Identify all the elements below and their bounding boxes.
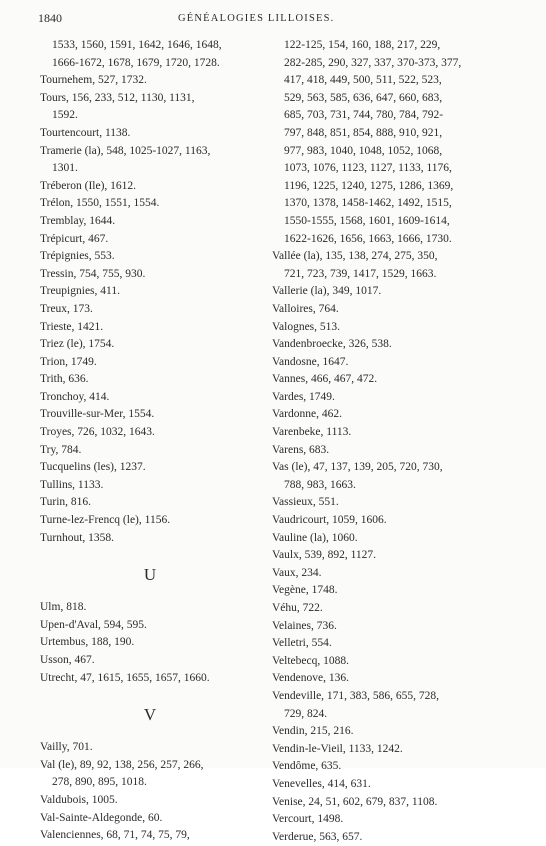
index-entry: Vendôme, 635. bbox=[272, 760, 342, 773]
index-entry: Tourtencourt, 1138. bbox=[40, 126, 131, 139]
index-entry: Tucquelins (les), 1237. bbox=[40, 461, 146, 474]
index-entry: Vandenbroecke, 326, 538. bbox=[272, 338, 392, 351]
index-entry: Véhu, 722. bbox=[272, 602, 323, 614]
index-entry-continuation: 721, 723, 739, 1417, 1529, 1663. bbox=[284, 267, 437, 280]
index-entry: Valenciennes, 68, 71, 74, 75, 79, bbox=[40, 829, 190, 842]
index-entry: Verderue, 563, 657. bbox=[272, 830, 363, 843]
index-column-right bbox=[272, 37, 534, 846]
index-entry: Val-Sainte-Aldegonde, 60. bbox=[40, 811, 163, 824]
index-entry: Vaux, 234. bbox=[272, 566, 322, 579]
index-entry-continuation: 685, 703, 731, 744, 780, 784, 792- bbox=[284, 109, 444, 122]
index-entry: Vegène, 1748. bbox=[272, 584, 338, 597]
index-entry: Velaines, 736. bbox=[272, 619, 337, 632]
index-entry: Varens, 683. bbox=[272, 443, 330, 456]
index-entry: Veltebecq, 1088. bbox=[272, 654, 349, 667]
index-entry-continuation: 1196, 1225, 1240, 1275, 1286, 1369, bbox=[284, 179, 454, 192]
index-entry-continuation: 417, 418, 449, 500, 511, 522, 523, bbox=[284, 74, 442, 87]
index-entry: Tressin, 754, 755, 930. bbox=[40, 267, 146, 280]
index-entry-continuation: 278, 890, 895, 1018. bbox=[52, 776, 147, 789]
index-entry: Vaulx, 539, 892, 1127. bbox=[272, 549, 377, 562]
index-entry: Trélon, 1550, 1551, 1554. bbox=[40, 197, 160, 210]
index-entry-continuation: 1073, 1076, 1123, 1127, 1133, 1176, bbox=[284, 162, 452, 175]
index-entry: Val (le), 89, 92, 138, 256, 257, 266, bbox=[40, 758, 204, 771]
index-entry: Vauline (la), 1060. bbox=[272, 531, 358, 544]
index-entry-continuation: 788, 983, 1663. bbox=[284, 478, 356, 491]
index-entry: Vallée (la), 135, 138, 274, 275, 350, bbox=[272, 250, 438, 263]
index-entry: Vannes, 466, 467, 472. bbox=[272, 373, 378, 386]
index-entry: Vercourt, 1498. bbox=[272, 813, 344, 826]
index-entry: Vendin-le-Vieil, 1133, 1242. bbox=[272, 742, 403, 755]
index-entry: Vendenove, 136. bbox=[272, 672, 349, 685]
index-entry: Turin, 816. bbox=[40, 496, 92, 509]
index-entry-continuation: 1666-1672, 1678, 1679, 1720, 1728. bbox=[52, 56, 220, 69]
index-entry: Trépicurt, 467. bbox=[40, 232, 109, 245]
index-entry: Vardonne, 462. bbox=[272, 408, 342, 421]
index-entry: Try, 784. bbox=[40, 443, 82, 456]
index-entry-continuation: 797, 848, 851, 854, 888, 910, 921, bbox=[284, 126, 443, 139]
index-entry: Treux, 173. bbox=[40, 302, 93, 315]
index-entry-continuation: 977, 983, 1040, 1048, 1052, 1068, bbox=[284, 144, 443, 157]
index-entry: Tronchoy, 414. bbox=[40, 390, 110, 403]
index-entry-continuation: 729, 824. bbox=[284, 707, 328, 720]
section-letter: V bbox=[143, 705, 157, 725]
index-column-left bbox=[40, 37, 260, 845]
index-entry-continuation: 1301. bbox=[52, 162, 78, 175]
index-entry: Tréberon (Ile), 1612. bbox=[40, 179, 137, 192]
index-entry-continuation: 1622-1626, 1656, 1663, 1666, 1730. bbox=[284, 232, 452, 245]
index-entry: Vendin, 215, 216. bbox=[272, 725, 354, 738]
index-entry-continuation: 1533, 1560, 1591, 1642, 1646, 1648, bbox=[52, 39, 222, 51]
index-entry: Treupignies, 411. bbox=[40, 285, 120, 298]
index-entry: Vassieux, 551. bbox=[272, 496, 339, 509]
index-entry: Triez (le), 1754. bbox=[40, 338, 115, 351]
index-entry-continuation: 1550-1555, 1568, 1601, 1609-1614, bbox=[284, 214, 450, 227]
index-entry: Tournehem, 527, 1732. bbox=[40, 74, 147, 87]
index-entry: Trith, 636. bbox=[40, 373, 89, 386]
page-number: 1840 bbox=[38, 11, 62, 25]
running-head: GÉNÉALOGIES LILLOISES. bbox=[178, 13, 335, 24]
index-entry: Vaudricourt, 1059, 1606. bbox=[272, 514, 387, 527]
index-entry: Usson, 467. bbox=[40, 654, 95, 666]
index-entry: Trépignies, 553. bbox=[40, 250, 115, 263]
index-entry: Tours, 156, 233, 512, 1130, 1131, bbox=[40, 91, 195, 104]
index-entry: Utrecht, 47, 1615, 1655, 1657, 1660. bbox=[40, 671, 210, 684]
index-entry: Vandosne, 1647. bbox=[272, 355, 349, 368]
index-entry: Valloires, 764. bbox=[272, 302, 339, 315]
index-entry: Tremblay, 1644. bbox=[40, 214, 116, 227]
index-entry: Valdubois, 1005. bbox=[40, 793, 118, 806]
index-entry: Ulm, 818. bbox=[40, 601, 87, 614]
index-entry: Vardes, 1749. bbox=[272, 390, 335, 403]
index-entry: Tullins, 1133. bbox=[40, 478, 104, 491]
index-entry: Varenbeke, 1113. bbox=[272, 426, 352, 439]
index-entry: Turnhout, 1358. bbox=[40, 531, 115, 544]
index-entry: Venise, 24, 51, 602, 679, 837, 1108. bbox=[272, 795, 438, 808]
index-entry-continuation: 282-285, 290, 327, 337, 370-373, 377, bbox=[284, 56, 462, 69]
section-letter: U bbox=[143, 565, 157, 585]
index-entry-continuation: 122-125, 154, 160, 188, 217, 229, bbox=[284, 39, 441, 51]
index-entry: Turne-lez-Frencq (le), 1156. bbox=[40, 514, 171, 527]
index-entry: Valognes, 513. bbox=[272, 320, 341, 333]
index-entry: Trion, 1749. bbox=[40, 355, 97, 368]
index-entry-continuation: 529, 563, 585, 636, 647, 660, 683, bbox=[284, 91, 443, 104]
index-entry: Trieste, 1421. bbox=[40, 320, 104, 333]
index-entry: Vallerie (la), 349, 1017. bbox=[272, 285, 382, 298]
index-entry-continuation: 1592. bbox=[52, 109, 78, 122]
index-entry: Vailly, 701. bbox=[40, 741, 93, 754]
index-entry: Venevelles, 414, 631. bbox=[272, 777, 371, 790]
index-entry: Tramerie (la), 548, 1025-1027, 1163, bbox=[40, 144, 211, 157]
index-entry: Troyes, 726, 1032, 1643. bbox=[40, 426, 155, 439]
index-entry: Vendeville, 171, 383, 586, 655, 728, bbox=[272, 689, 440, 702]
index-entry: Upen-d'Aval, 594, 595. bbox=[40, 618, 147, 631]
index-entry: Trouville-sur-Mer, 1554. bbox=[40, 408, 155, 421]
index-entry: Urtembus, 188, 190. bbox=[40, 636, 135, 649]
index-entry: Velletri, 554. bbox=[272, 637, 332, 650]
index-entry-continuation: 1370, 1378, 1458-1462, 1492, 1515, bbox=[284, 197, 452, 210]
index-entry: Vas (le), 47, 137, 139, 205, 720, 730, bbox=[272, 461, 443, 474]
